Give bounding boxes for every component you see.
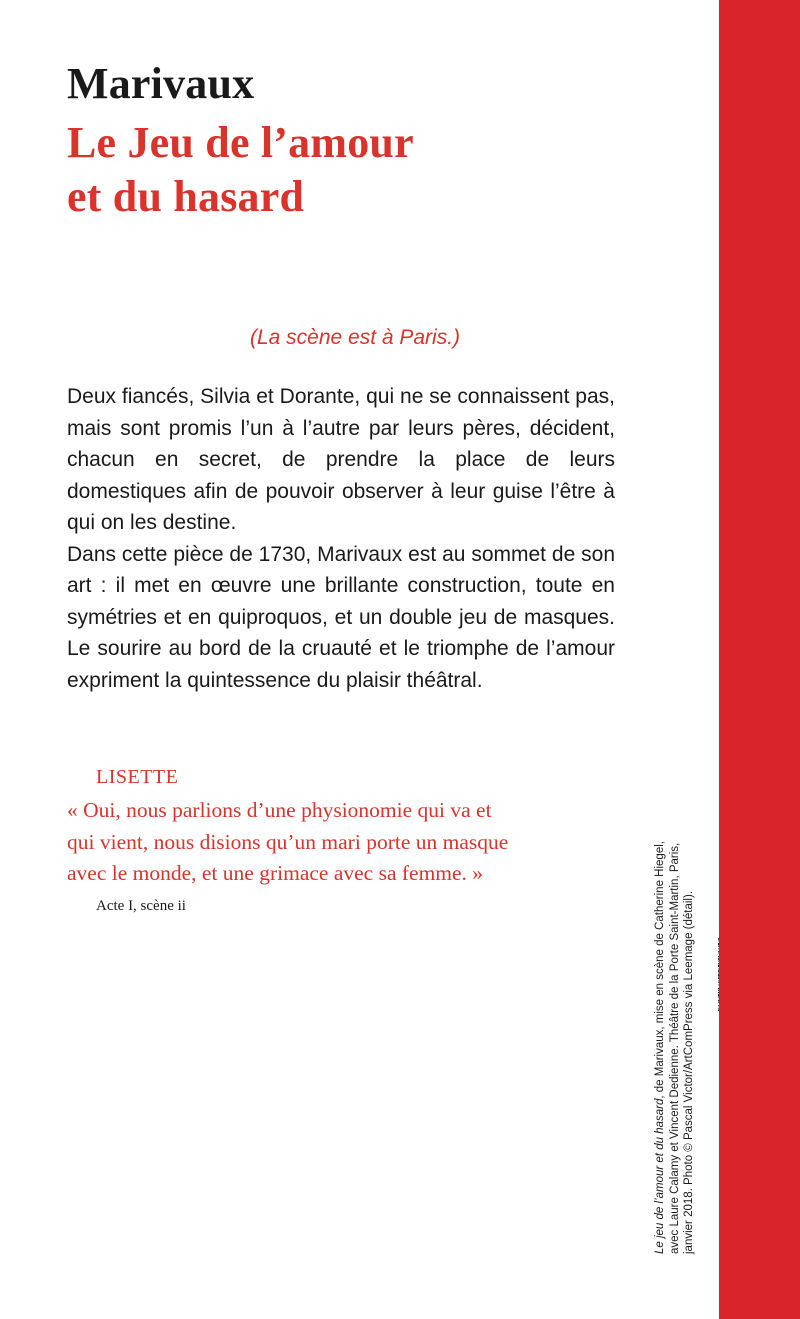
summary: [67, 381, 615, 696]
quote-speaker: LISETTE: [96, 766, 179, 788]
quote-line-1: « Oui, nous parlions d’une physionomie qui va et: [67, 798, 492, 822]
quote-text: [67, 795, 587, 890]
quote-reference: Acte I, scène ii: [96, 898, 186, 914]
book-title: [67, 116, 414, 224]
spine-color-band: [719, 0, 800, 1319]
quote-line-2: qui vient, nous disions qu’un mari porte un masque: [67, 829, 509, 854]
summary-paragraph-2: Dans cette pièce de 1730, Marivaux est au sommet de son art : il met en œuvre une brillante construction, toute en symétries et en quiproquos, et un double jeu de masques. Le sourire au bord de la cruauté et le triomphe de l’amour expriment la quintessence du plaisir théâtral.: [67, 542, 615, 692]
title-line-1: Le Jeu de l’amour: [67, 118, 414, 167]
summary-paragraph-1: Deux fiancés, Silvia et Dorante, qui ne se connaissent pas, mais sont promis l’un à l’autre par leurs pères, décident, chacun en secret, de prendre la place de leurs domestiques afin de pouvoir observer à leur guise l’être à qui on les destine.: [67, 385, 615, 534]
quote-line-3: avec le monde, et une grimace avec sa femme. »: [67, 861, 484, 885]
credits-line-1-rest: , de Marivaux, mise en scène de Catherine Hiegel,: [654, 841, 666, 1099]
credits-play-title: Le jeu de l’amour et du hasard: [654, 1098, 666, 1254]
credits-line-1: [653, 654, 668, 1254]
title-line-2: et du hasard: [67, 172, 305, 221]
credits-line-2: avec Laure Calamy et Vincent Dedienne. Théâtre de la Porte Saint-Martin, Paris,: [668, 842, 681, 1254]
scene-note: (La scène est à Paris.): [249, 326, 461, 349]
credits-line-3: janvier 2018. Photo © Pascal Victor/ArtComPress via Leemage (détail).: [683, 890, 695, 1254]
author-name: Marivaux: [67, 59, 255, 108]
photo-credits: [653, 654, 697, 1254]
